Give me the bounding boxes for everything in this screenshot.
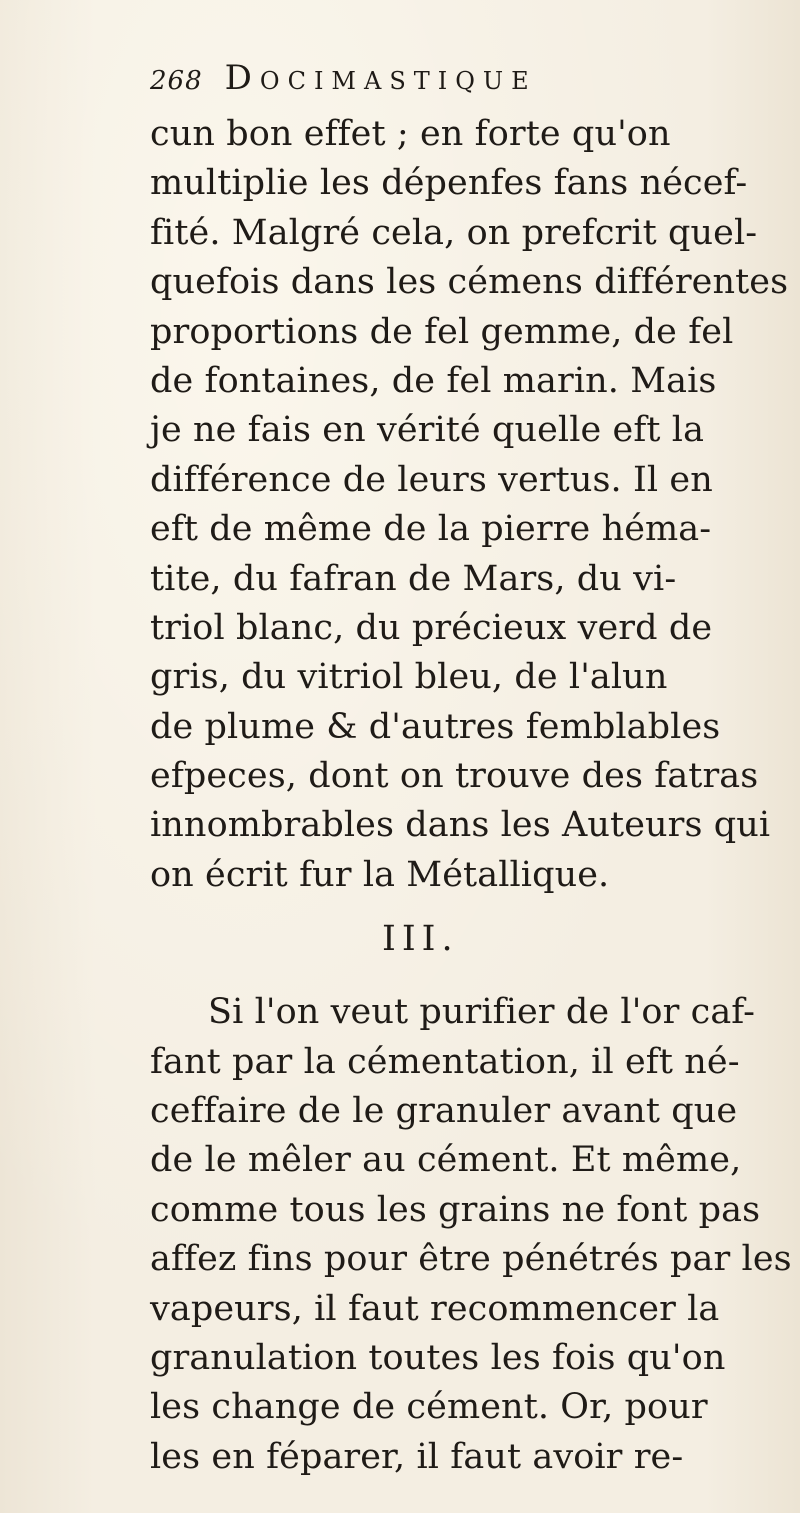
text-line: granulation toutes les fois qu'on — [150, 1337, 726, 1378]
text-line: Si l'on veut purifier de l'or caf- — [208, 992, 756, 1033]
text-line: les en féparer, il faut avoir re- — [150, 1436, 684, 1477]
text-line: affez fins pour être pénétrés par les — [150, 1239, 792, 1280]
text-line: tite, du fafran de Mars, du vi- — [150, 558, 677, 599]
text-line: fité. Malgré cela, on prefcrit quel- — [150, 212, 758, 253]
text-line: on écrit fur la Métallique. — [150, 854, 610, 895]
text-line: gris, du vitriol bleu, de l'alun — [150, 657, 668, 698]
paragraph-2 — [150, 988, 792, 1482]
text-line: cun bon effet ; en forte qu'on — [150, 114, 671, 154]
text-line: ceffaire de le granuler avant que — [150, 1091, 738, 1132]
text-line: comme tous les grains ne font pas — [150, 1189, 761, 1230]
text-line: je ne fais en vérité quelle eft la — [150, 410, 705, 451]
text-line: multiplie les dépenfes fans nécef- — [150, 163, 748, 204]
page-number: 268 — [150, 66, 203, 96]
text-line: vapeurs, il faut recommencer la — [150, 1288, 720, 1329]
text-line: innombrables dans les Auteurs qui — [150, 805, 771, 846]
text-line: différence de leurs vertus. Il en — [150, 459, 713, 500]
text-line: les change de cément. Or, pour — [150, 1387, 708, 1428]
text-line: fant par la cémentation, il eft né- — [150, 1041, 740, 1082]
text-line: quefois dans les cémens différentes — [150, 262, 789, 303]
text-line: proportions de fel gemme, de fel — [150, 311, 734, 352]
text-line: de plume & d'autres femblables — [150, 706, 721, 747]
text-line: eft de même de la pierre héma- — [150, 509, 712, 550]
text-line: de le mêler au cément. Et même, — [150, 1140, 742, 1181]
page-text — [150, 58, 792, 1482]
paragraph-1 — [150, 110, 789, 900]
running-head: Docimastique — [224, 58, 537, 98]
text-line: efpeces, dont on trouve des fatras — [150, 756, 759, 797]
section-number: III. — [382, 919, 459, 960]
page-header — [150, 58, 775, 108]
text-line: triol blanc, du précieux verd de — [150, 607, 713, 648]
text-line: de fontaines, de fel marin. Mais — [150, 360, 717, 401]
